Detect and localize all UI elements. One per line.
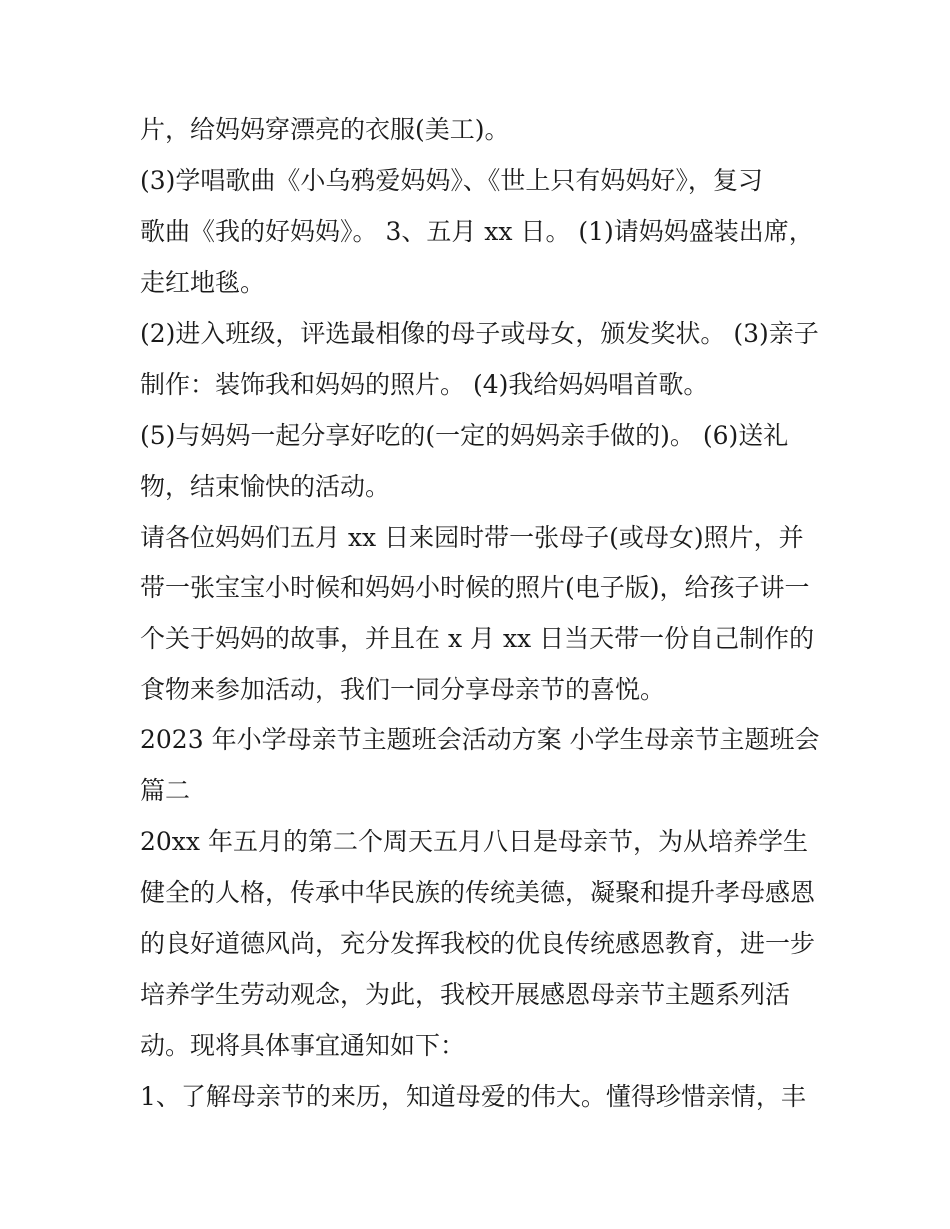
text-line: 20xx 年五月的第二个周天五月八日是母亲节，为从培养学生 [140,827,808,856]
text-line: 动。现将具体事宜通知如下： [140,1031,466,1060]
text-line: 制作：装饰我和妈妈的照片。 (4)我给妈妈唱首歌。 [140,370,709,399]
text-line: 歌曲《我的好妈妈》。 3、五月 xx 日。 (1)请妈妈盛装出席， [140,217,814,246]
text-line: 1、了解母亲节的来历，知道母爱的伟大。懂得珍惜亲情，丰 [140,1082,806,1111]
text-line: 培养学生劳动观念，为此，我校开展感恩母亲节主题系列活 [140,980,791,1009]
text-line: 食物来参加活动，我们一同分享母亲节的喜悦。 [140,675,666,704]
text-line: 健全的人格，传承中华民族的传统美德，凝聚和提升孝母感恩 [140,878,816,907]
text-line: (5)与妈妈一起分享好吃的(一定的妈妈亲手做的)。 (6)送礼 [140,421,789,450]
text-line: 片，给妈妈穿漂亮的衣服(美工)。 [140,115,510,144]
section-heading-line: 2023 年小学母亲节主题班会活动方案 小学生母亲节主题班会 [140,725,820,754]
text-line: (3)学唱歌曲《小乌鸦爱妈妈》、《世上只有妈妈好》，复习 [140,166,763,195]
section-heading-line: 篇二 [140,776,191,805]
text-line: (2)进入班级，评选最相像的母子或母女，颁发奖状。 (3)亲子 [140,319,819,348]
text-line: 带一张宝宝小时候和妈妈小时候的照片(电子版)，给孩子讲一 [140,573,810,602]
text-line: 个关于妈妈的故事，并且在 x 月 xx 日当天带一份自己制作的 [140,624,815,653]
text-line: 走红地毯。 [140,268,266,297]
text-line: 物，结束愉快的活动。 [140,472,391,501]
text-line: 的良好道德风尚，充分发挥我校的优良传统感恩教育，进一步 [140,929,816,958]
text-line: 请各位妈妈们五月 xx 日来园时带一张母子(或母女)照片，并 [140,523,804,552]
